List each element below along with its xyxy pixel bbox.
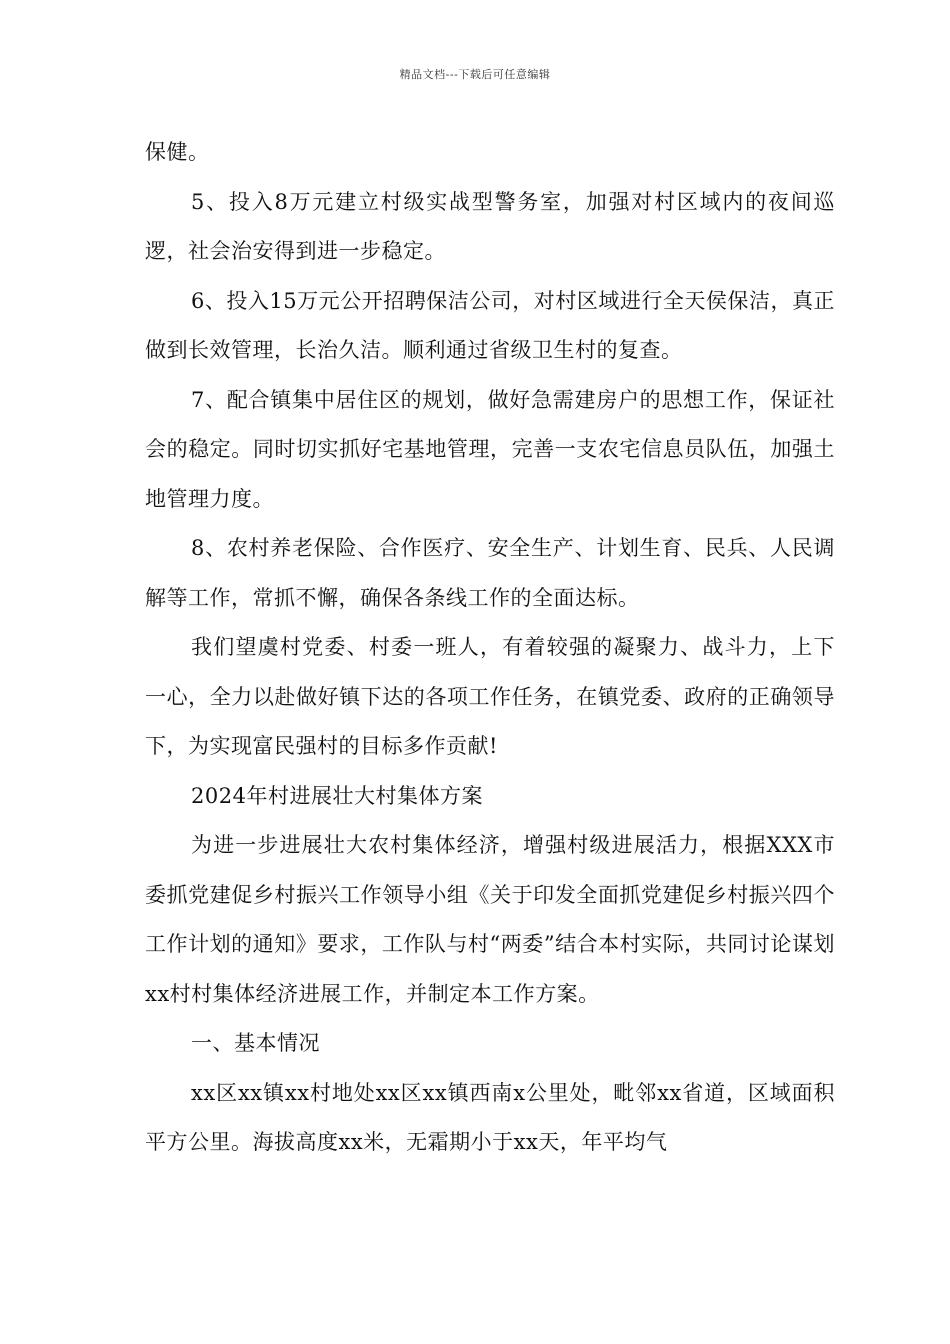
- section-title-plan: 2024年村进展壮大村集体方案: [191, 783, 483, 808]
- paragraph-item-5-police-office: 5、投入8万元建立村级实战型警务室，加强对村区域内的夜间巡逻，社会治安得到进一步稳定。: [145, 189, 835, 263]
- paragraph-health-continuation: 保健。: [145, 140, 210, 164]
- page-header: 精品文档---下载后可任意编辑: [399, 68, 551, 81]
- paragraph-village-location: xx区xx镇xx村地处xx区xx镇西南x公里处，毗邻xx省道，区域面积平方公里。海拔高度xx米，无霜期小于xx天，年平均气: [145, 1080, 835, 1154]
- heading-basic-situation: 一、基本情况: [191, 1031, 320, 1055]
- paragraph-closing-statement: 我们望虞村党委、村委一班人，有着较强的凝聚力、战斗力，上下一心，全力以赴做好镇下达的各项工作任务，在镇党委、政府的正确领导下，为实现富民强村的目标多作贡献!: [145, 635, 835, 758]
- paragraph-plan-intro: 为进一步进展壮大农村集体经济，增强村级进展活力，根据XXX市委抓党建促乡村振兴工作领导小组《关于印发全面抓党建促乡村振兴四个工作计划的通知》要求，工作队与村“两委”结合本村实际，共同讨论谋划xx村村集体经济进展工作，并制定本工作方案。: [145, 833, 835, 1006]
- paragraph-item-8-rural-work: 8、农村养老保险、合作医疗、安全生产、计划生育、民兵、人民调解等工作，常抓不懈，确保各条线工作的全面达标。: [145, 536, 835, 610]
- document-body: [145, 128, 835, 1168]
- paragraph-item-7-housing: 7、配合镇集中居住区的规划，做好急需建房户的思想工作，保证社会的稳定。同时切实抓好宅基地管理，完善一支农宅信息员队伍，加强土地管理力度。: [145, 387, 835, 511]
- paragraph-item-6-cleaning: 6、投入15万元公开招聘保洁公司，对村区域进行全天侯保洁，真正做到长效管理，长治久洁。顺利通过省级卫生村的复查。: [145, 288, 835, 362]
